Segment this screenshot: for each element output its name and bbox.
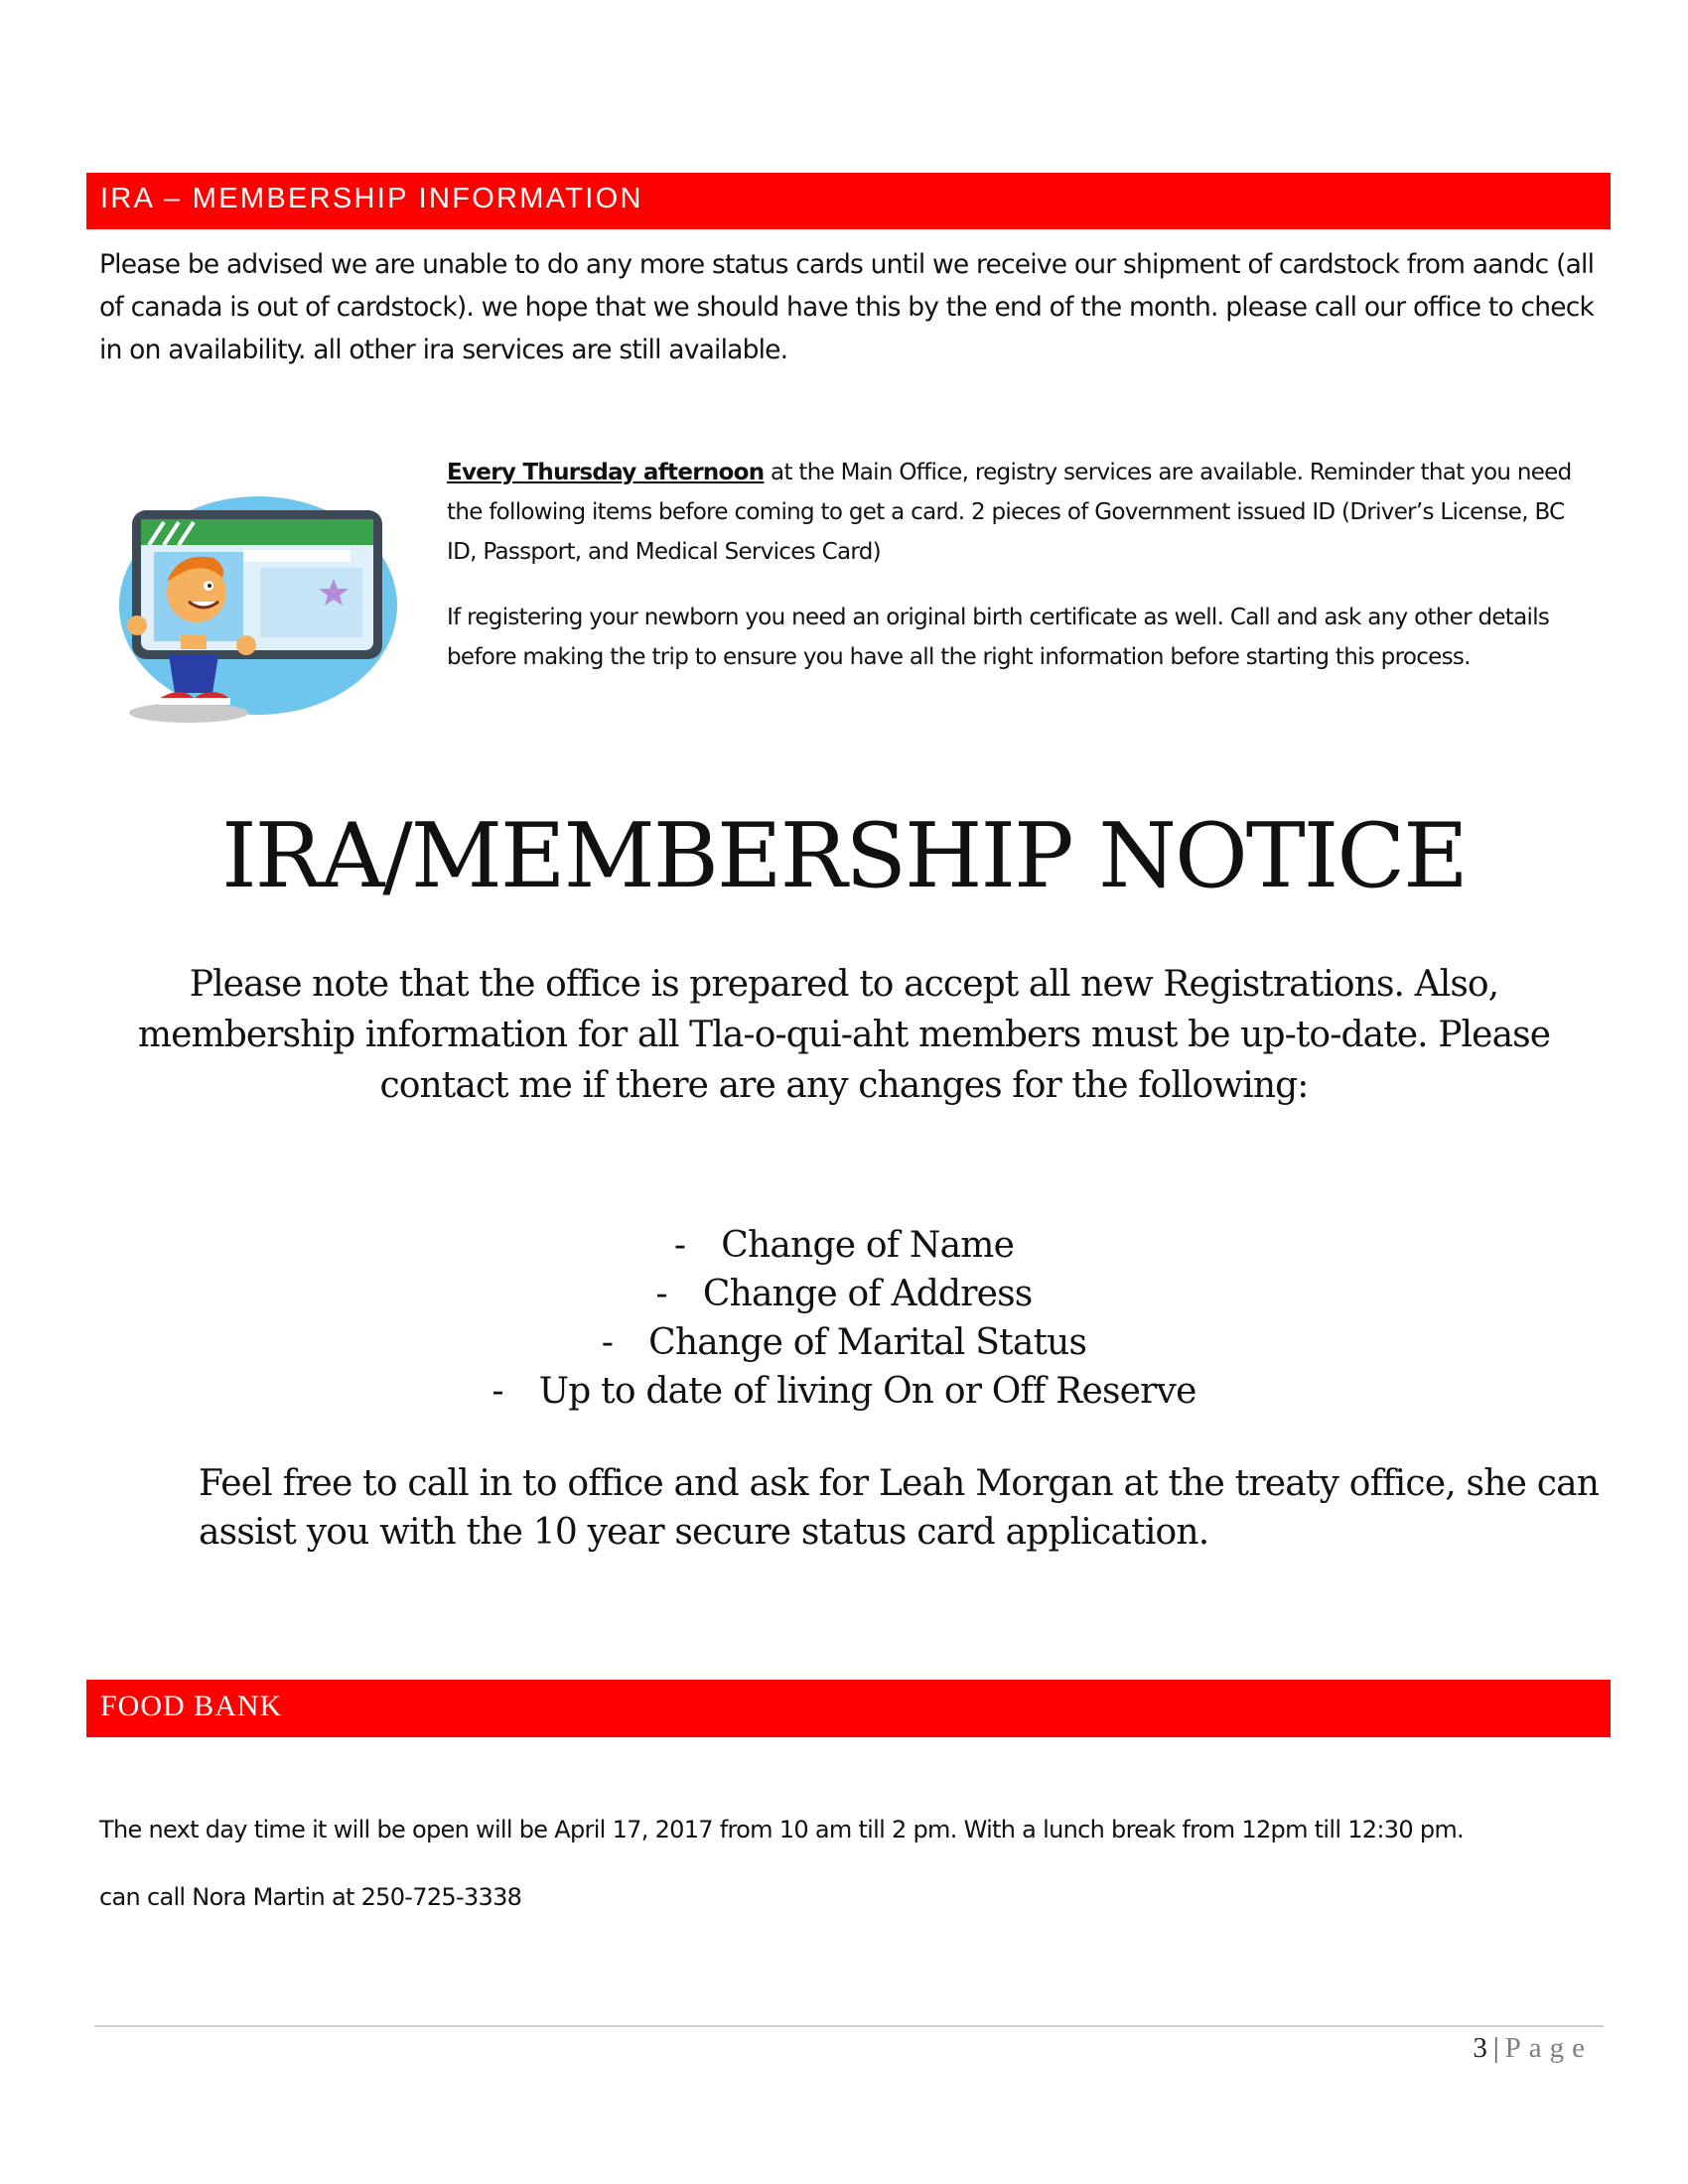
list-item: - Up to date of living On or Off Reserve (492, 1371, 1196, 1412)
notice-body: Please note that the office is prepared to accept all new Registrations. Also, membership information for all Tla-o-qui-aht members must be up-to-date. Please contact me if there are any changes for the following: (137, 964, 1551, 1106)
notice-title: IRA/MEMBERSHIP NOTICE (221, 804, 1467, 908)
list-item: - Change of Name (673, 1225, 1015, 1266)
food-bank-title: FOOD BANK (100, 1690, 283, 1722)
status-card-advisory: Please be advised we are unable to do any more status cards until we receive our shipment of cardstock from aandc (all of canada is out of cardstock). we hope that we should have this by the end of the month. please call our office to check in on availability. all other ira services are still available. (99, 249, 1595, 365)
food-bank-contact: can call Nora Martin at 250-725-3338 (99, 1883, 522, 1911)
newborn-registration-text: If registering your newborn you need an original birth certificate as well. Call and ask any other details before making the trip to ensure you have all the right information before starting this process. (447, 605, 1550, 670)
page-number: 3 | Page (1473, 2032, 1593, 2064)
registry-services-text (447, 453, 1579, 572)
list-item: - Change of Marital Status (601, 1322, 1087, 1363)
id-card-illustration (109, 486, 407, 725)
food-bank-schedule: The next day time it will be open will be April 17, 2017 from 10 am till 2 pm. With a lunch break from 12pm till 12:30 pm. (99, 1816, 1464, 1843)
changes-list (0, 1221, 1688, 1416)
registry-day-emphasis: Every Thursday afternoon (447, 460, 765, 485)
list-item: - Change of Address (655, 1274, 1033, 1314)
food-bank-header (86, 1680, 1611, 1737)
ira-section-title: IRA – MEMBERSHIP INFORMATION (100, 183, 643, 214)
registry-details: at the Main Office, registry services are available. Reminder that you need the following items before coming to get a card. 2 pieces of Government issued ID (Driver’s License, BC ID, Passport, and Medical Services Card) (447, 460, 1572, 565)
ira-section-header (86, 173, 1611, 229)
footer-divider (94, 2025, 1604, 2027)
contact-paragraph: Feel free to call in to office and ask for Leah Morgan at the treaty office, she can assist you with the 10 year secure status card application. (199, 1463, 1600, 1553)
